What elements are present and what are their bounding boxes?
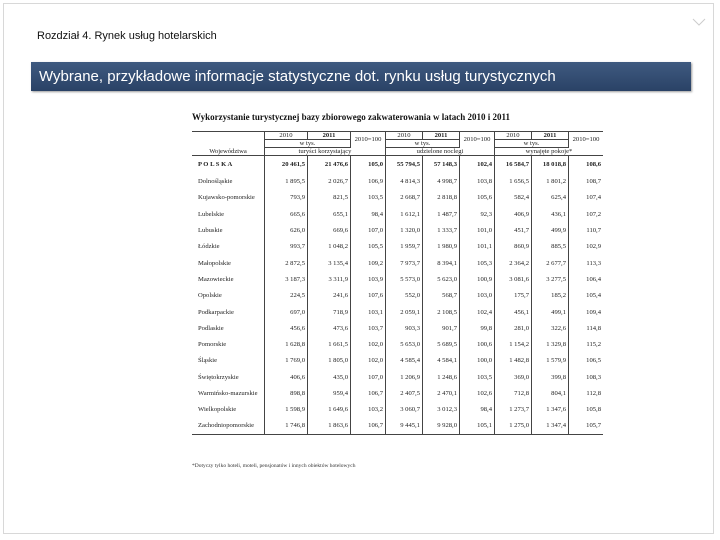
table-cell: 582,4 xyxy=(495,190,532,206)
table-cell: 2 677,7 xyxy=(532,255,569,271)
table-cell: 99,8 xyxy=(460,320,495,336)
table-cell: 399,8 xyxy=(532,369,569,385)
col-year-2011: 2011 xyxy=(308,132,351,140)
table-cell: 108,3 xyxy=(569,369,604,385)
table-cell: 106,9 xyxy=(351,174,386,190)
region-name: Lubelskie xyxy=(198,210,225,218)
table-cell: 1 628,8 xyxy=(265,336,308,352)
table-cell: 55 794,5 xyxy=(386,156,423,174)
table-cell: 103,1 xyxy=(351,304,386,320)
region-name: Lubuskie xyxy=(198,227,223,235)
table-cell: 1 805,0 xyxy=(308,353,351,369)
table-cell: 3 081,6 xyxy=(495,271,532,287)
table-cell: 697,0 xyxy=(265,304,308,320)
table-cell: 435,0 xyxy=(308,369,351,385)
table-cell: 114,8 xyxy=(569,320,604,336)
table-cell: 1 863,6 xyxy=(308,418,351,434)
table-cell: 451,7 xyxy=(495,222,532,238)
table-row-total xyxy=(192,156,603,174)
table-cell: 108,7 xyxy=(569,174,604,190)
table-cell: 456,6 xyxy=(265,320,308,336)
slide-banner: Wybrane, przykładowe informacje statystyczne dot. rynku usług turystycznych xyxy=(31,62,691,91)
table-cell: 101,0 xyxy=(460,222,495,238)
table-cell: 102,0 xyxy=(351,353,386,369)
table-cell: 109,2 xyxy=(351,255,386,271)
col-year-2010: 2010 xyxy=(386,132,423,140)
table-cell: 898,8 xyxy=(265,385,308,401)
table-cell: 109,4 xyxy=(569,304,604,320)
table-cell: 1 661,5 xyxy=(308,336,351,352)
region-name: Dolnośląskie xyxy=(198,178,233,186)
unit-label: w tys. xyxy=(386,140,460,148)
table-row xyxy=(192,174,603,190)
table-cell: 106,4 xyxy=(569,271,604,287)
table-cell: 718,9 xyxy=(308,304,351,320)
table-cell: 3 187,3 xyxy=(265,271,308,287)
table-cell: 105,4 xyxy=(569,288,604,304)
table-cell: 1 649,6 xyxy=(308,402,351,418)
table-cell: 98,4 xyxy=(460,402,495,418)
region-name: Łódzkie xyxy=(198,243,220,251)
table-cell: 665,6 xyxy=(265,206,308,222)
table-cell: 21 476,6 xyxy=(308,156,351,174)
col-year-2010: 2010 xyxy=(265,132,308,140)
table-row xyxy=(192,320,603,336)
table-row xyxy=(192,271,603,287)
table-cell: 1 333,7 xyxy=(423,222,460,238)
col-year-2011: 2011 xyxy=(423,132,460,140)
table-cell: 1 347,6 xyxy=(532,402,569,418)
table-cell: 102,4 xyxy=(460,156,495,174)
table-cell: 821,5 xyxy=(308,190,351,206)
table-cell: 57 148,3 xyxy=(423,156,460,174)
table-cell: 98,4 xyxy=(351,206,386,222)
table-cell: 2 364,2 xyxy=(495,255,532,271)
table-cell: 103,5 xyxy=(351,190,386,206)
table-cell: 7 973,7 xyxy=(386,255,423,271)
table-cell: 105,1 xyxy=(460,418,495,434)
table-row xyxy=(192,190,603,206)
table-cell: 1 248,6 xyxy=(423,369,460,385)
table-cell: 1 320,0 xyxy=(386,222,423,238)
region-name: Świętokrzyskie xyxy=(198,373,239,381)
table-cell: 406,9 xyxy=(495,206,532,222)
table-cell: 993,7 xyxy=(265,239,308,255)
table-cell: 102,4 xyxy=(460,304,495,320)
table-row xyxy=(192,353,603,369)
table-cell: 107,2 xyxy=(569,206,604,222)
table-cell: 860,9 xyxy=(495,239,532,255)
table-cell: 1 746,8 xyxy=(265,418,308,434)
table-cell: 103,7 xyxy=(351,320,386,336)
table-cell: 105,5 xyxy=(351,239,386,255)
region-column-header: Województwa xyxy=(192,148,265,156)
table-cell: 5 623,0 xyxy=(423,271,460,287)
table-cell: 113,3 xyxy=(569,255,604,271)
table-cell: 2 818,8 xyxy=(423,190,460,206)
table-cell: 106,7 xyxy=(351,418,386,434)
table-cell: 1 656,5 xyxy=(495,174,532,190)
table-title: Wykorzystanie turystycznej bazy zbiorowego zakwaterowania w latach 2010 i 2011 xyxy=(192,112,511,122)
region-name: Wielkopolskie xyxy=(198,406,237,414)
table-cell: 369,0 xyxy=(495,369,532,385)
table-cell: 2 026,7 xyxy=(308,174,351,190)
table-cell: 105,7 xyxy=(569,418,604,434)
table-cell: 100,0 xyxy=(460,353,495,369)
region-name: Pomorskie xyxy=(198,341,227,349)
table-cell: 2 872,5 xyxy=(265,255,308,271)
chapter-title: Rozdział 4. Rynek usług hotelarskich xyxy=(37,30,217,42)
table-cell: 103,5 xyxy=(460,369,495,385)
table-footnote: *Dotyczy tylko hoteli, moteli, pensjonatów i innych obiektów hotelowych xyxy=(192,463,356,469)
table-row xyxy=(192,255,603,271)
table-cell: 5 573,0 xyxy=(386,271,423,287)
table-cell: 102,6 xyxy=(460,385,495,401)
table-cell: 4 585,4 xyxy=(386,353,423,369)
table-cell: 105,8 xyxy=(569,402,604,418)
table-cell: 1 895,5 xyxy=(265,174,308,190)
table-cell: 1 482,8 xyxy=(495,353,532,369)
unit-label: w tys. xyxy=(495,140,569,148)
region-name: Mazowieckie xyxy=(198,275,234,283)
table-cell: 106,5 xyxy=(569,353,604,369)
table-cell: 1 980,9 xyxy=(423,239,460,255)
table-cell: 92,3 xyxy=(460,206,495,222)
table-cell: 105,6 xyxy=(460,190,495,206)
table-cell: 9 928,0 xyxy=(423,418,460,434)
table-cell: 103,2 xyxy=(351,402,386,418)
table-cell: 4 814,3 xyxy=(386,174,423,190)
table-cell: 102,9 xyxy=(569,239,604,255)
col-index: 2010=100 xyxy=(351,132,386,148)
col-year-2010: 2010 xyxy=(495,132,532,140)
table-cell: 106,7 xyxy=(351,385,386,401)
table-cell: 3 012,3 xyxy=(423,402,460,418)
table-cell: 185,2 xyxy=(532,288,569,304)
table-row xyxy=(192,304,603,320)
table-cell: 100,6 xyxy=(460,336,495,352)
table-cell: 436,1 xyxy=(532,206,569,222)
table-cell: 473,6 xyxy=(308,320,351,336)
region-name: Podkarpackie xyxy=(198,308,234,316)
table-cell: 4 998,7 xyxy=(423,174,460,190)
table-cell: 1 154,2 xyxy=(495,336,532,352)
table-row xyxy=(192,385,603,401)
table-cell: 1 801,2 xyxy=(532,174,569,190)
table-cell: 669,6 xyxy=(308,222,351,238)
table-cell: 2 668,7 xyxy=(386,190,423,206)
table-cell: 3 135,4 xyxy=(308,255,351,271)
table-cell: 885,5 xyxy=(532,239,569,255)
table-row xyxy=(192,222,603,238)
table-cell: 568,7 xyxy=(423,288,460,304)
table-cell: 241,6 xyxy=(308,288,351,304)
table-row xyxy=(192,369,603,385)
table-cell: 107,6 xyxy=(351,288,386,304)
table-cell: 655,1 xyxy=(308,206,351,222)
table-cell: 1 579,9 xyxy=(532,353,569,369)
table-cell: 112,8 xyxy=(569,385,604,401)
table-cell: 108,6 xyxy=(569,156,604,174)
table-cell: 102,0 xyxy=(351,336,386,352)
table-cell: 499,1 xyxy=(532,304,569,320)
region-name: Warmińsko-mazurskie xyxy=(198,390,258,397)
table-cell: 101,1 xyxy=(460,239,495,255)
table-cell: 107,0 xyxy=(351,369,386,385)
table-cell: 16 584,7 xyxy=(495,156,532,174)
table-cell: 115,2 xyxy=(569,336,604,352)
table-cell: 224,5 xyxy=(265,288,308,304)
unit-label: w tys. xyxy=(265,140,351,148)
table-cell: 110,7 xyxy=(569,222,604,238)
table-row xyxy=(192,288,603,304)
region-name: P O L S K A xyxy=(198,161,233,169)
table-cell: 2 108,5 xyxy=(423,304,460,320)
table-cell: 1 275,0 xyxy=(495,418,532,434)
region-name: Kujawsko-pomorskie xyxy=(198,194,255,202)
table-row xyxy=(192,418,603,434)
table-cell: 105,0 xyxy=(351,156,386,174)
table-cell: 3 277,5 xyxy=(532,271,569,287)
table-cell: 281,0 xyxy=(495,320,532,336)
table-cell: 499,9 xyxy=(532,222,569,238)
table-cell: 3 060,7 xyxy=(386,402,423,418)
table-row xyxy=(192,336,603,352)
table-row xyxy=(192,402,603,418)
table-cell: 1 612,1 xyxy=(386,206,423,222)
table-cell: 1 487,7 xyxy=(423,206,460,222)
col-index: 2010=100 xyxy=(460,132,495,148)
table-cell: 804,1 xyxy=(532,385,569,401)
table-cell: 107,4 xyxy=(569,190,604,206)
table-cell: 406,6 xyxy=(265,369,308,385)
table-cell: 712,8 xyxy=(495,385,532,401)
table-cell: 8 394,1 xyxy=(423,255,460,271)
table-cell: 456,1 xyxy=(495,304,532,320)
table-cell: 2 470,1 xyxy=(423,385,460,401)
table-cell: 1 273,7 xyxy=(495,402,532,418)
group-header-rooms: wynajęte pokoje* xyxy=(495,148,604,156)
table-cell: 322,6 xyxy=(532,320,569,336)
table-cell: 103,9 xyxy=(351,271,386,287)
statistics-table xyxy=(192,131,603,435)
table-cell: 4 584,1 xyxy=(423,353,460,369)
table-cell: 903,3 xyxy=(386,320,423,336)
table-cell: 1 598,9 xyxy=(265,402,308,418)
table-cell: 1 769,0 xyxy=(265,353,308,369)
table-cell: 107,0 xyxy=(351,222,386,238)
table-cell: 105,3 xyxy=(460,255,495,271)
table-cell: 1 048,2 xyxy=(308,239,351,255)
group-header-nights: udzielone noclegi xyxy=(386,148,495,156)
table-cell: 1 347,4 xyxy=(532,418,569,434)
table-cell: 625,4 xyxy=(532,190,569,206)
region-name: Podlaskie xyxy=(198,324,224,332)
table-cell: 175,7 xyxy=(495,288,532,304)
table-cell: 626,0 xyxy=(265,222,308,238)
col-index: 2010=100 xyxy=(569,132,604,148)
table-cell: 5 689,5 xyxy=(423,336,460,352)
col-year-2011: 2011 xyxy=(532,132,569,140)
table-cell: 1 959,7 xyxy=(386,239,423,255)
table-cell: 1 206,9 xyxy=(386,369,423,385)
group-header-tourists: turyści korzystający xyxy=(265,148,386,156)
table-cell: 5 653,0 xyxy=(386,336,423,352)
table-cell: 2 407,5 xyxy=(386,385,423,401)
table-cell: 1 329,8 xyxy=(532,336,569,352)
region-name: Opolskie xyxy=(198,292,222,300)
table-cell: 18 018,8 xyxy=(532,156,569,174)
table-cell: 2 059,1 xyxy=(386,304,423,320)
region-name: Małopolskie xyxy=(198,259,231,267)
table-row xyxy=(192,239,603,255)
table-cell: 100,9 xyxy=(460,271,495,287)
table-cell: 552,0 xyxy=(386,288,423,304)
region-name: Zachodniopomorskie xyxy=(192,418,265,434)
table-cell: 793,9 xyxy=(265,190,308,206)
table-cell: 20 461,5 xyxy=(265,156,308,174)
table-cell: 3 311,9 xyxy=(308,271,351,287)
table-cell: 103,8 xyxy=(460,174,495,190)
table-cell: 901,7 xyxy=(423,320,460,336)
table-cell: 9 445,1 xyxy=(386,418,423,434)
slide-corner-mark-icon xyxy=(692,18,706,26)
region-name: Śląskie xyxy=(198,357,218,365)
table-row xyxy=(192,206,603,222)
table-cell: 959,4 xyxy=(308,385,351,401)
table-cell: 103,0 xyxy=(460,288,495,304)
